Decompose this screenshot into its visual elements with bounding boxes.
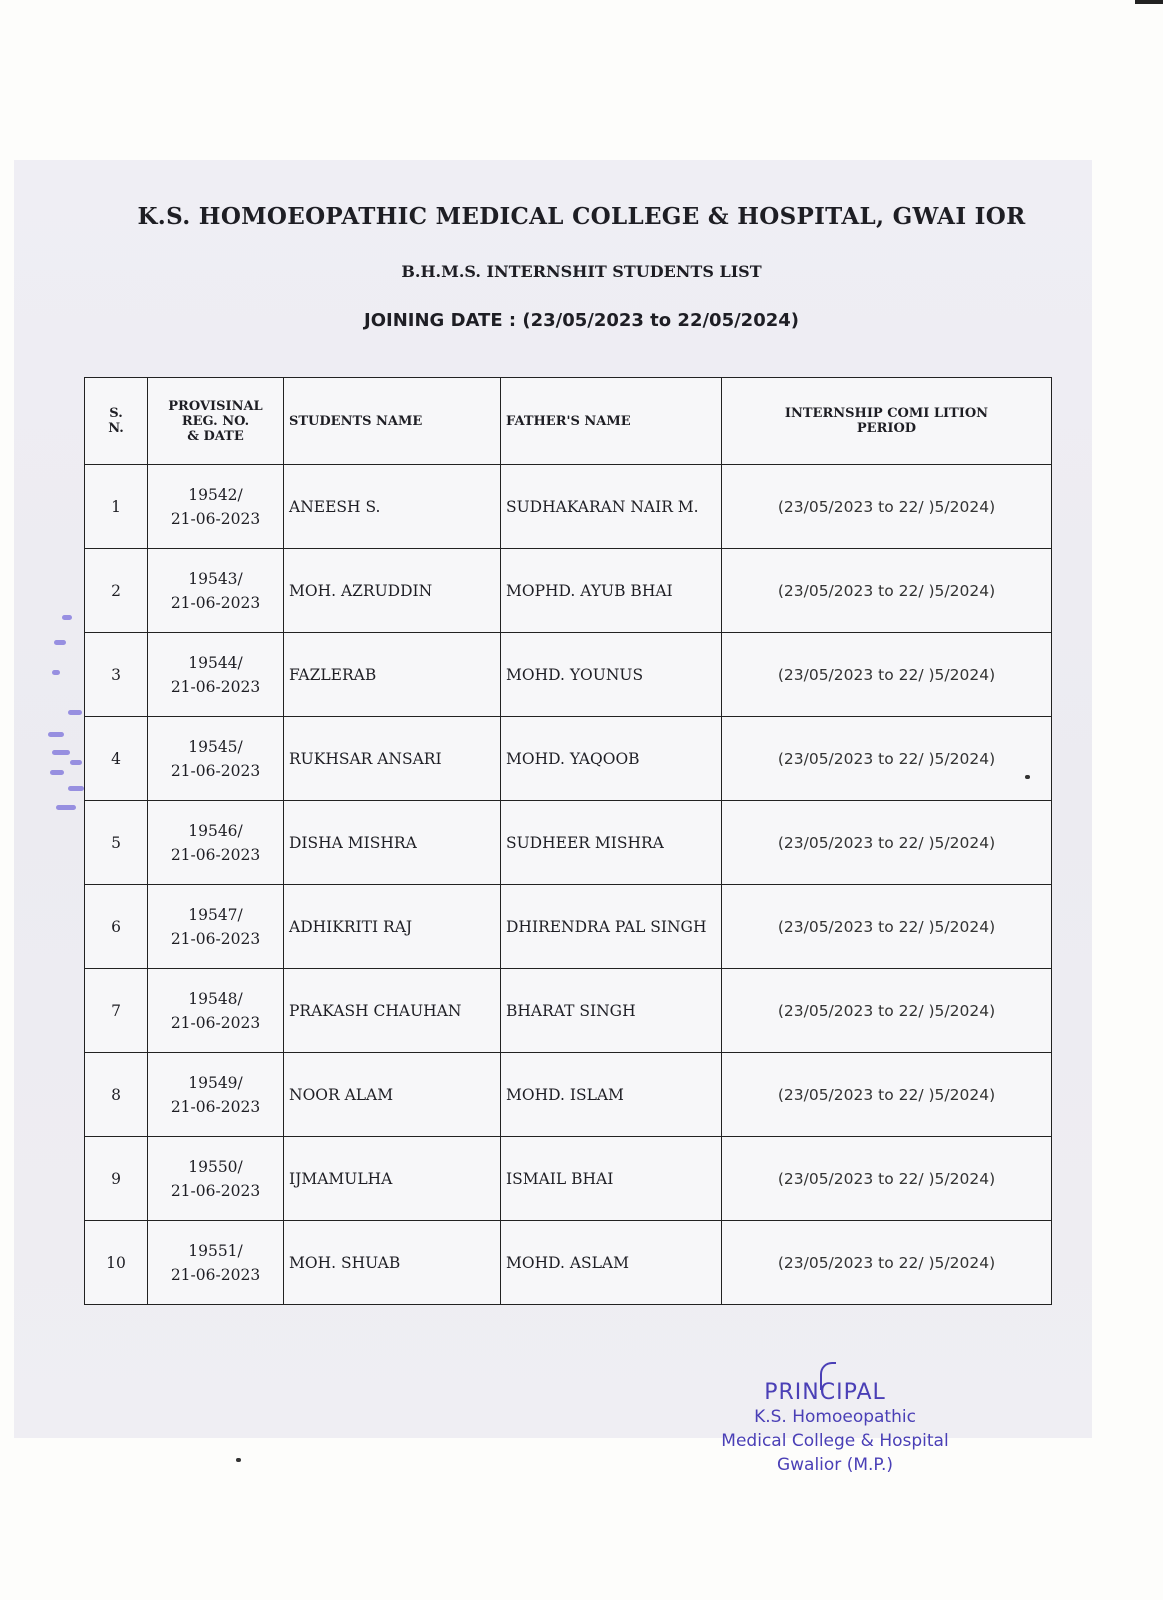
father-name: SUDHAKARAN NAIR M.: [501, 465, 722, 549]
reg-date: 21-06-2023: [170, 1181, 261, 1200]
reg-number: 19551/: [188, 1241, 243, 1260]
table-row: [85, 1053, 1052, 1137]
principal-signature-stamp: [690, 1380, 980, 1477]
serial-number: 4: [85, 717, 148, 801]
reg-date: 21-06-2023: [170, 593, 261, 612]
internship-period: (23/05/2023 to 22/ )5/2024): [722, 465, 1052, 549]
serial-number: 9: [85, 1137, 148, 1221]
column-header-student-name: STUDENTS NAME: [284, 378, 501, 465]
reg-no-and-date: [148, 465, 284, 549]
father-name: MOPHD. AYUB BHAI: [501, 549, 722, 633]
table-row: [85, 1221, 1052, 1305]
reg-no-and-date: [148, 549, 284, 633]
table-row: [85, 465, 1052, 549]
reg-date: 21-06-2023: [170, 761, 261, 780]
table-header-row: [85, 378, 1052, 465]
signature-title-text: PRINCIPAL: [764, 1380, 886, 1405]
reg-number: 19543/: [188, 569, 243, 588]
serial-number: 7: [85, 969, 148, 1053]
father-name: DHIRENDRA PAL SINGH: [501, 885, 722, 969]
reg-no-and-date: [148, 633, 284, 717]
reg-date: 21-06-2023: [170, 677, 261, 696]
serial-number: 8: [85, 1053, 148, 1137]
internship-period: (23/05/2023 to 22/ )5/2024): [722, 885, 1052, 969]
serial-number: 1: [85, 465, 148, 549]
joining-date: JOINING DATE : (23/05/2023 to 22/05/2024): [364, 310, 799, 331]
ink-speck: [236, 1458, 241, 1462]
serial-number: 2: [85, 549, 148, 633]
reg-number: 19542/: [188, 485, 243, 504]
column-header-period: INTERNSHIP COMI LITION PERIOD: [722, 378, 1052, 465]
student-name: ADHIKRITI RAJ: [284, 885, 501, 969]
reg-number: 19548/: [188, 989, 243, 1008]
student-name: FAZLERAB: [284, 633, 501, 717]
father-name: MOHD. YOUNUS: [501, 633, 722, 717]
reg-date: 21-06-2023: [170, 845, 261, 864]
reg-no-and-date: [148, 885, 284, 969]
serial-number: 6: [85, 885, 148, 969]
reg-date: 21-06-2023: [170, 1265, 261, 1284]
reg-number: 19545/: [188, 737, 243, 756]
column-header-reg-no: PROVISINAL REG. NO. & DATE: [148, 378, 284, 465]
reg-date: 21-06-2023: [170, 1097, 261, 1116]
student-name: IJMAMULHA: [284, 1137, 501, 1221]
internship-period: (23/05/2023 to 22/ )5/2024): [722, 801, 1052, 885]
reg-date: 21-06-2023: [170, 509, 261, 528]
serial-number: 5: [85, 801, 148, 885]
scan-corner-mark: [1135, 0, 1163, 4]
student-name: MOH. AZRUDDIN: [284, 549, 501, 633]
student-name: NOOR ALAM: [284, 1053, 501, 1137]
reg-number: 19547/: [188, 905, 243, 924]
student-name: DISHA MISHRA: [284, 801, 501, 885]
signature-line-1: K.S. Homoeopathic: [754, 1407, 916, 1427]
father-name: ISMAIL BHAI: [501, 1137, 722, 1221]
father-name: SUDHEER MISHRA: [501, 801, 722, 885]
reg-date: 21-06-2023: [170, 1013, 261, 1032]
signature-line-3: Gwalior (M.P.): [776, 1455, 894, 1475]
serial-number: 3: [85, 633, 148, 717]
internship-period: (23/05/2023 to 22/ )5/2024): [722, 717, 1052, 801]
reg-number: 19549/: [188, 1073, 243, 1092]
table-row: [85, 633, 1052, 717]
serial-number: 10: [85, 1221, 148, 1305]
table-row: [85, 969, 1052, 1053]
father-name: MOHD. YAQOOB: [501, 717, 722, 801]
reg-date: 21-06-2023: [170, 929, 261, 948]
student-name: MOH. SHUAB: [284, 1221, 501, 1305]
internship-period: (23/05/2023 to 22/ )5/2024): [722, 1053, 1052, 1137]
reg-number: 19550/: [188, 1157, 243, 1176]
column-header-sn: S. N.: [85, 378, 148, 465]
internship-period: (23/05/2023 to 22/ )5/2024): [722, 1137, 1052, 1221]
father-name: MOHD. ISLAM: [501, 1053, 722, 1137]
reg-no-and-date: [148, 1137, 284, 1221]
internship-period: (23/05/2023 to 22/ )5/2024): [722, 1221, 1052, 1305]
table-row: [85, 717, 1052, 801]
students-table: [84, 377, 1052, 1305]
table-row: [85, 549, 1052, 633]
signature-line-2: Medical College & Hospital: [721, 1431, 949, 1451]
father-name: MOHD. ASLAM: [501, 1221, 722, 1305]
father-name: BHARAT SINGH: [501, 969, 722, 1053]
internship-period: (23/05/2023 to 22/ )5/2024): [722, 969, 1052, 1053]
table-row: [85, 885, 1052, 969]
student-name: RUKHSAR ANSARI: [284, 717, 501, 801]
column-header-father-name: FATHER'S NAME: [501, 378, 722, 465]
signature-pen-stroke: [820, 1362, 836, 1390]
reg-no-and-date: [148, 801, 284, 885]
reg-no-and-date: [148, 969, 284, 1053]
signature-title: [680, 1380, 970, 1405]
reg-no-and-date: [148, 1053, 284, 1137]
table-row: [85, 801, 1052, 885]
reg-number: 19544/: [188, 653, 243, 672]
reg-no-and-date: [148, 1221, 284, 1305]
ink-speck: [1025, 775, 1030, 779]
student-name: ANEESH S.: [284, 465, 501, 549]
internship-period: (23/05/2023 to 22/ )5/2024): [722, 549, 1052, 633]
document-title: K.S. HOMOEOPATHIC MEDICAL COLLEGE & HOSPITAL, GWAI IOR: [137, 203, 1026, 230]
reg-number: 19546/: [188, 821, 243, 840]
internship-period: (23/05/2023 to 22/ )5/2024): [722, 633, 1052, 717]
student-name: PRAKASH CHAUHAN: [284, 969, 501, 1053]
table-row: [85, 1137, 1052, 1221]
reg-no-and-date: [148, 717, 284, 801]
document-subtitle: B.H.M.S. INTERNSHIT STUDENTS LIST: [401, 262, 762, 281]
